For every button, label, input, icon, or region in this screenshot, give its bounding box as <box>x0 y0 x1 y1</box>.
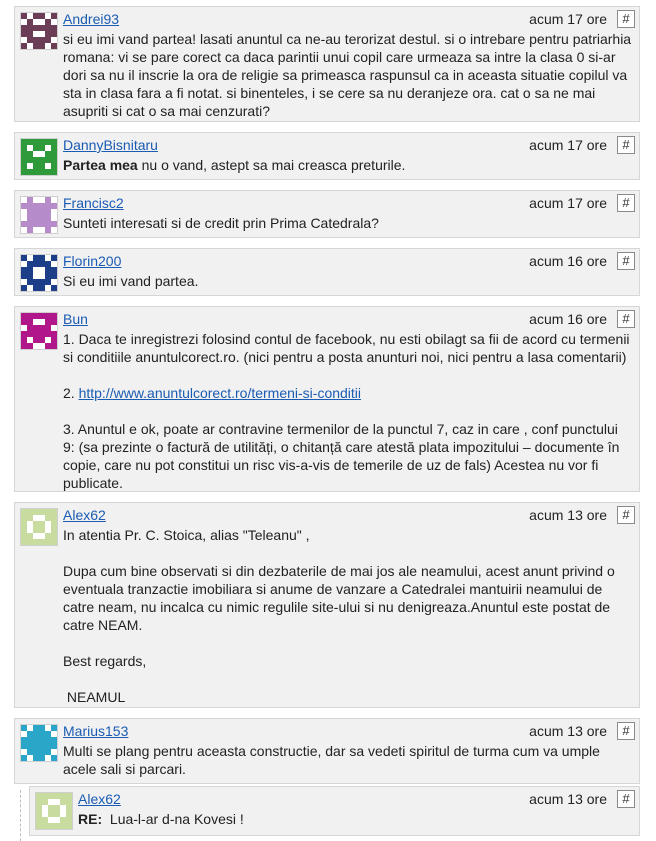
comment-paragraph <box>63 384 633 402</box>
comment-paragraph: Best regards, <box>63 653 147 669</box>
comment-timestamp: acum 17 ore <box>529 195 607 211</box>
comment-author-link[interactable]: Andrei93 <box>63 11 120 27</box>
text: Lua-l-ar d-na Kovesi ! <box>102 811 244 827</box>
identicon-icon <box>21 255 57 291</box>
comment-author-link[interactable]: Alex62 <box>78 791 121 807</box>
permalink-button[interactable]: # <box>617 136 635 154</box>
comment-body <box>63 742 633 778</box>
comment-author-link[interactable]: Florin200 <box>63 253 122 269</box>
identicon-icon <box>21 313 57 349</box>
comment-author-link[interactable]: Francisc2 <box>63 195 124 211</box>
identicon-icon <box>21 13 57 49</box>
comment <box>14 502 640 708</box>
avatar[interactable] <box>20 12 58 50</box>
comment-timestamp: acum 16 ore <box>529 253 607 269</box>
comment-body <box>63 526 633 706</box>
comment-body <box>78 810 633 828</box>
comment-timestamp: acum 13 ore <box>529 507 607 523</box>
permalink-button[interactable]: # <box>617 252 635 270</box>
comment-paragraph: Dupa cum bine observati si din dezbaterile de mai jos ale neamului, acest anunt privind o eventuala tranzactie imobiliara si anume de vanzare a Catedralei mantuirii neamului de catre neam, nu incalca cu nimic regulile site-ului si nu denigreaza.Anuntul este postat de catre NEAM. <box>63 563 615 633</box>
comment <box>14 6 640 122</box>
comment-author-link[interactable]: DannyBisnitaru <box>63 137 158 153</box>
comment-body <box>63 30 633 120</box>
permalink-button[interactable]: # <box>617 722 635 740</box>
text: nu o vand, astept sa mai creasca preturile. <box>137 157 406 173</box>
comment-text: Si eu imi vand partea. <box>63 273 199 289</box>
comment <box>14 190 640 238</box>
identicon-icon <box>21 139 57 175</box>
comment-paragraph: In atentia Pr. C. Stoica, alias "Teleanu" , <box>63 527 310 543</box>
avatar[interactable] <box>20 138 58 176</box>
avatar[interactable] <box>20 312 58 350</box>
identicon-icon <box>21 725 57 761</box>
comment-text <box>63 156 633 174</box>
comment-text: Multi se plang pentru aceasta constructie, dar sa vedeti spiritul de turma cum va umple acele sali si parcari. <box>63 743 600 777</box>
reply-prefix: RE: <box>78 811 103 827</box>
comment-text: Sunteti interesati si de credit prin Prima Catedrala? <box>63 215 379 231</box>
comment-body <box>63 272 633 290</box>
comment-paragraph: 3. Anuntul e ok, poate ar contravine termenilor de la punctul 7, caz in care , conf punctului 9: (sa prezinte o factură de utilități, o chitanță care atestă plata impozitului – documente în copie, care nu pot constitui un risc vis-a-vis de temerile de uz de fals) Acestea nu vor fi publicate. <box>63 421 620 491</box>
identicon-icon <box>21 197 57 233</box>
avatar[interactable] <box>35 792 73 830</box>
reply-comment <box>29 786 640 836</box>
permalink-button[interactable]: # <box>617 310 635 328</box>
comment-author-link[interactable]: Bun <box>63 311 88 327</box>
avatar[interactable] <box>20 196 58 234</box>
terms-link[interactable]: http://www.anuntulcorect.ro/termeni-si-conditii <box>78 385 362 401</box>
comment <box>14 306 640 492</box>
reply-thread-line <box>20 790 22 841</box>
text: 2. <box>63 385 79 401</box>
avatar[interactable] <box>20 724 58 762</box>
comment-author-link[interactable]: Marius153 <box>63 723 129 739</box>
comment-timestamp: acum 17 ore <box>529 137 607 153</box>
identicon-icon <box>21 509 57 545</box>
comment <box>14 248 640 296</box>
comment-body <box>63 156 633 174</box>
comment-timestamp: acum 13 ore <box>529 723 607 739</box>
comment-author-link[interactable]: Alex62 <box>63 507 106 523</box>
comment <box>14 132 640 180</box>
comment-text: si eu imi vand partea! lasati anuntul ca ne-au terorizat destul. si o intrebare pentru patriarhia romana: vi se pare corect ca daca parintii unui copil care urmeaza sa intre la clasa 0 si-ar dori sa nu il inscrie la ora de religie sa primeasca raspunsul ca in aceasta situatie copilul va sta in clasa fara a fi notat. si binenteles, i se cere sa nu deranjeze ora. cat o sa ne mai asupriti si cat o sa mai cenzurati? <box>63 31 632 119</box>
comment-paragraph: 1. Daca te inregistrezi folosind contul de facebook, nu esti obilagt sa fii de acord cu termenii si conditiile anuntulcorect.ro. (nici pentru a posta anunturi noi, nici pentru a lasa comentarii) <box>63 331 630 365</box>
comment-timestamp: acum 16 ore <box>529 311 607 327</box>
permalink-button[interactable]: # <box>617 790 635 808</box>
comment-timestamp: acum 13 ore <box>529 791 607 807</box>
comment-timestamp: acum 17 ore <box>529 11 607 27</box>
bold-text: Partea mea <box>63 157 138 173</box>
permalink-button[interactable]: # <box>617 506 635 524</box>
comment-text <box>78 810 633 828</box>
comment-body <box>63 330 633 492</box>
comment-paragraph: NEAMUL <box>63 689 126 705</box>
identicon-icon <box>36 793 72 829</box>
comment-body <box>63 214 633 232</box>
avatar[interactable] <box>20 508 58 546</box>
avatar[interactable] <box>20 254 58 292</box>
permalink-button[interactable]: # <box>617 10 635 28</box>
permalink-button[interactable]: # <box>617 194 635 212</box>
comment <box>14 718 640 784</box>
